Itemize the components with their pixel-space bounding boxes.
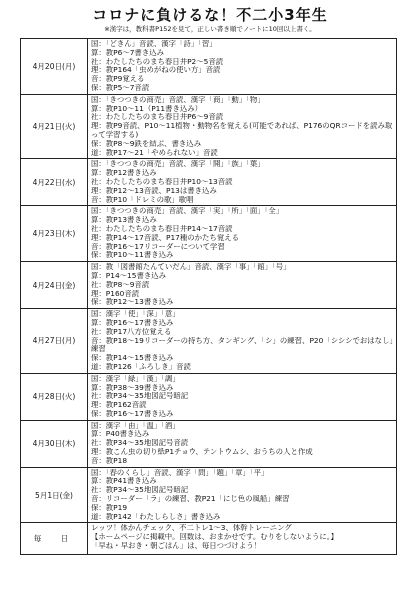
- task-line: 国：「きつつきの商売」音読、漢字「実」「所」「面」「全」: [91, 207, 284, 216]
- task-line: 理：教P9音読、P10～11植物・動物名を覚える(可能であれば、P176のQRコードを読み取って学習する): [91, 122, 393, 139]
- task-cell: [88, 467, 397, 523]
- task-line: 社：わたしたちのまち春日井P6～9音読: [91, 113, 224, 122]
- task-line: 国：「春のくらし」音読、漢字「問」「題」「章」「平」: [91, 468, 269, 477]
- date-cell: 4月22日(水): [21, 159, 88, 206]
- task-line: 国：漢字「由」「温」「酒」: [91, 421, 180, 430]
- task-line: 社：わたしたちのまち春日井P10～13音読: [91, 177, 233, 186]
- schedule-row-daily: [21, 523, 397, 555]
- date-cell: 4月24日(金): [21, 262, 88, 309]
- task-cell: [88, 309, 397, 374]
- task-line: 音：教P9覚える: [91, 75, 145, 84]
- task-line: 社：教P34～35地図記号暗記: [91, 486, 189, 495]
- task-line: 国：教「図書館たんていだん」音読、漢字「事」「館」「号」: [91, 263, 291, 272]
- task-line: 算：P40書き込み: [91, 430, 150, 439]
- task-line: 算：教P12書き込み: [91, 169, 157, 178]
- date-cell: 4月27日(月): [21, 309, 88, 374]
- schedule-row: [21, 159, 397, 206]
- task-line: 音：教P18～19リコーダーの持ち方、タンギング、「シ」の練習、P20「シシシでおはなし」練習: [91, 336, 394, 354]
- task-line: 社：教P17八方位覚える: [91, 327, 172, 336]
- task-line: 国：漢字「緑」「漢」「調」: [91, 374, 180, 383]
- task-line: 算：P14～15書き込み: [91, 271, 167, 280]
- task-line: 国：「きつつきの商売」音読、漢字「開」「族」「葉」: [91, 160, 265, 169]
- task-line: 社：教P34～35地図記号音読: [91, 439, 189, 448]
- schedule-row: [21, 262, 397, 309]
- task-line: 国：「きつつきの商売」音読、漢字「商」「動」「物」: [91, 95, 265, 104]
- date-cell: 4月21日(火): [21, 94, 88, 159]
- page-title: コロナに負けるな！不二小3年生: [92, 6, 328, 24]
- task-line: 音：教P10「ドレミの歌」歌唱: [91, 195, 194, 204]
- task-line: 【ホームページに掲載中。回数は、おまかせです。むりをしないように。】: [91, 533, 338, 542]
- task-line: レッツ！体かんチェック、不二トレ1～3、体幹トレーニング: [91, 524, 292, 533]
- task-line: 国：「どきん」音読、漢字「詩」「習」: [91, 40, 217, 48]
- task-line: 保：教P19: [91, 503, 128, 512]
- task-line: 保：教P5～7音読: [91, 83, 150, 92]
- task-line: 社：教P34～35地図記号暗記: [91, 392, 189, 401]
- task-line: 算：教P6～7書き込み: [91, 48, 164, 57]
- task-line: 保：教P10～11書き込み: [91, 251, 174, 260]
- task-cell: [88, 523, 397, 555]
- date-cell: 毎 日: [21, 523, 88, 555]
- task-line: 音：リコーダー「ラ」の練習、教P21「にじ色の風船」練習: [91, 495, 290, 504]
- task-cell: [88, 206, 397, 262]
- task-line: 音：教P18: [91, 456, 128, 465]
- task-line: 理：教P164「虫めがねの使い方」音読: [91, 66, 221, 75]
- schedule-row: [21, 94, 397, 159]
- schedule-row: [21, 39, 397, 95]
- task-cell: [88, 39, 397, 95]
- task-line: 保：教P12～13書き込み: [91, 298, 174, 307]
- task-line: 社：教P8～9音読: [91, 280, 150, 289]
- task-line: 国：漢字「使」「深」「意」: [91, 310, 180, 319]
- task-line: 保：教P16～17書き込み: [91, 409, 174, 418]
- task-line: 算：教P38～39書き込み: [91, 383, 174, 392]
- task-line: 算：教P41書き込み: [91, 477, 157, 486]
- date-cell: 4月30日(木): [21, 420, 88, 467]
- schedule-row: [21, 420, 397, 467]
- task-line: 音：教P16～17リコーダーについて学習: [91, 242, 225, 251]
- date-cell: 5月1日(金): [21, 467, 88, 523]
- schedule-row: [21, 206, 397, 262]
- task-line: 社：わたしたちのまち春日井P14～17音読: [91, 224, 233, 233]
- task-cell: [88, 420, 397, 467]
- task-line: 保：教P14～15書き込み: [91, 354, 174, 363]
- task-line: 算：教P16～17書き込み: [91, 318, 174, 327]
- date-cell: 4月20日(月): [21, 39, 88, 95]
- task-line: 理：教P12～13音読、P13は書き込み: [91, 186, 217, 195]
- task-cell: [88, 262, 397, 309]
- task-line: 理：P160音読: [91, 289, 140, 298]
- schedule-row: [21, 309, 397, 374]
- task-cell: [88, 159, 397, 206]
- task-cell: [88, 373, 397, 420]
- task-line: 理：教こん虫の切り紙P1チョウ、テントウムシ、おうちの人と作成: [91, 448, 313, 457]
- task-line: 保：教P8～9鉄を結ぶ、書き込み: [91, 139, 202, 148]
- schedule-row: [21, 467, 397, 523]
- date-cell: 4月28日(火): [21, 373, 88, 420]
- task-line: 道：教P17～21「やめられない」音読: [91, 148, 218, 157]
- task-cell: [88, 94, 397, 159]
- task-line: 理：教P162音読: [91, 401, 147, 410]
- task-line: 理：教P14～17音読、P17種のかたち覚える: [91, 233, 239, 242]
- task-line: 社：わたしたちのまち春日井P2～5音読: [91, 57, 224, 66]
- task-line: 算：教P13書き込み: [91, 216, 157, 225]
- kanji-note: ※漢字は，教科書P152を見て，正しい書き順でノートに10回以上書く。: [104, 25, 316, 33]
- date-cell: 4月23日(木): [21, 206, 88, 262]
- task-line: 「早ね・早おき・朝ごはん」は、毎日つづけよう！: [91, 542, 261, 551]
- task-line: 道：教P126「ふろしき」音読: [91, 362, 191, 371]
- task-line: 算：教P10～11（P11書き込み）: [91, 104, 203, 113]
- schedule-table: [20, 38, 397, 555]
- schedule-row: [21, 373, 397, 420]
- task-line: 道：教P142「わたしらしさ」書き込み: [91, 512, 221, 521]
